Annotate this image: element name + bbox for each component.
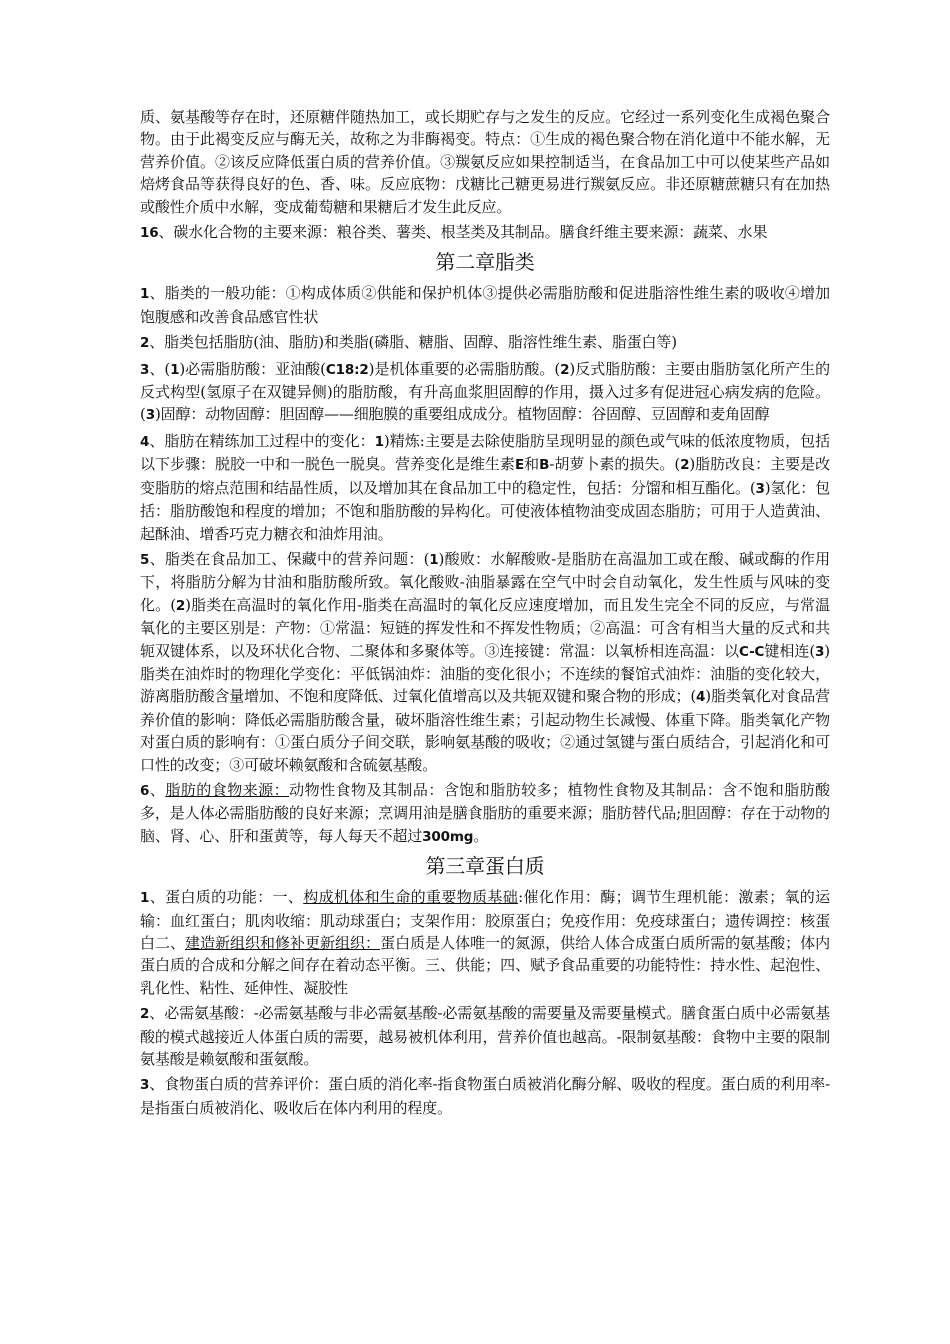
bold-number: 2 xyxy=(140,1006,150,1023)
bold-number: 16 xyxy=(140,225,159,242)
text-run: 、蛋白质的功能：一、 xyxy=(149,888,304,907)
paragraph xyxy=(140,886,830,999)
text-run: 质、氨基酸等存在时，还原糖伴随热加工，或长期贮存与之发生的反应。它经过一系列变化生成褐色聚合物。由于此褐变反应与酶无关，故称之为非酶褐变。特点：①生成的褐色聚合物在消化道中不能水解，无营养价值。②该反应降低蛋白质的营养价值。③羰氨反应如果控制适当，在食品加工中可以使某些产品如焙烤食品等获得良好的色、香、味。反应底物：戊糖比己糖更易进行羰氨反应。非还原糖蔗糖只有在加热或酸性介质中水解，变成葡萄糖和果糖后才发生此反应。 xyxy=(140,108,830,216)
bold-number: 2 xyxy=(175,597,186,614)
text-run: 、脂肪在精练加工过程中的变化： xyxy=(149,431,375,450)
text-run: 键相连( xyxy=(764,641,816,660)
text-run: 、碳水化合物的主要来源：粮谷类、薯类、根茎类及其制品。膳食纤维主要来源：蔬菜、水果 xyxy=(158,223,768,242)
paragraph xyxy=(140,1002,830,1070)
text-run: 、脂类包括脂肪(油、脂肪)和类脂(磷脂、糖脂、固醇、脂溶性维生素、脂蛋白等) xyxy=(149,333,677,352)
text-run: )固醇：动物固醇：胆固醇——细胞膜的重要组成成分。植物固醇：谷固醇、豆固醇和麦角固醇 xyxy=(154,405,770,424)
bold-number: 1 xyxy=(429,551,439,568)
bold-number: C-C xyxy=(739,643,765,660)
text-run: 、( xyxy=(149,359,171,378)
bold-number: 3 xyxy=(815,643,825,660)
text-run: )氢化：包括：脂肪酸饱和程度的增加；不饱和脂肪酸的异构化。可使液体植物油变成固态脂肪；可用于人造黄油、起酥油、增香巧克力糖衣和油炸用油。 xyxy=(140,478,830,543)
bold-number: 1 xyxy=(140,890,150,907)
paragraph xyxy=(140,106,830,218)
underlined-text: 脂肪的食物来源： xyxy=(165,780,290,799)
bold-number: 3 xyxy=(145,407,155,424)
bold-number: C18:2 xyxy=(325,361,369,378)
text-run: )脂类在高温时的氧化作用-脂类在高温时的氧化反应速度增加，而且发生完全不同的反应，与常温氧化的主要区别是：产物：①常温：短链的挥发性和不挥发性物质；②高温：可含有相当大量的反式和共轭双键体系，以及环状化合物、二聚体和多聚体等。③连接键：常温：以氧桥相连高温：以 xyxy=(140,595,831,660)
text-run: 、必需氨基酸：-必需氨基酸与非必需氨基酸-必需氨基酸的需要量及需要量模式。膳食蛋白质中必需氨基酸的模式越接近人体蛋白质的需要，越易被机体利用，营养价值也越高。-限制氨基酸：食物中主要的限制氨基酸是赖氨酸和蛋氨酸。 xyxy=(140,1004,830,1069)
bold-number: E xyxy=(514,457,525,474)
document-body xyxy=(140,106,830,1122)
text-run: 动物性食物及其制品：含饱和脂肪较多；植物性食物及其制品：含不饱和脂肪酸多，是人体必需脂肪酸的良好来源；烹调用油是膳食脂肪的重要来源；脂肪替代品;胆固醇：存在于动物的脑、肾、心、肝和蛋黄等，每人每天不超过 xyxy=(140,780,830,845)
bold-number: 1 xyxy=(374,433,384,450)
paragraph xyxy=(140,282,830,328)
bold-number: 1 xyxy=(170,361,180,378)
paragraph xyxy=(140,331,830,354)
text-run: 。 xyxy=(473,826,489,845)
bold-number: 3 xyxy=(755,480,765,497)
paragraph xyxy=(140,358,830,427)
text-run: 、食物蛋白质的营养评价：蛋白质的消化率-指食物蛋白质被消化酶分解、吸收的程度。蛋白质的利用率-是指蛋白质被消化、吸收后在体内利用的程度。 xyxy=(140,1075,830,1117)
bold-number: 2 xyxy=(140,335,150,352)
paragraph xyxy=(140,221,830,244)
bold-number: 2 xyxy=(560,361,570,378)
bold-number: 4 xyxy=(696,689,706,706)
bold-number: B xyxy=(539,457,550,474)
text-run: 第二章脂类 xyxy=(435,250,535,275)
text-run: )脂肪改良：主要是改变脂肪的熔点范围和结晶性质，以及增加其在食品加工中的稳定性，包括：分馏和相互酯化。( xyxy=(140,455,830,497)
text-run: 和 xyxy=(524,455,540,474)
bold-number: 6 xyxy=(140,782,150,799)
paragraph xyxy=(140,430,830,545)
text-run: -胡萝卜素的损失。( xyxy=(549,455,681,474)
text-run: )精炼:主要是去除使脂肪呈现明显的颜色或气味的低浓度物质，包括以下步骤：脱胶一中和一脱色一脱臭。营养变化是维生素 xyxy=(140,431,830,474)
paragraph xyxy=(140,779,830,848)
text-run: )脂类氧化对食品营养价值的影响：降低必需脂肪酸含量，破坏脂溶性维生素；引起动物生长减慢、体重下降。脂类氧化产物对蛋白质的影响有：①蛋白质分子间交联，影响氨基酸的吸收；②通过氢键与蛋白质结合，引起消化和可口性的改变；③可破坏赖氨酸和含硫氨基酸。 xyxy=(140,687,830,774)
bold-number: 5 xyxy=(140,551,150,568)
text-run: )酸败：水解酸败-是脂肪在高温加工或在酸、碱或酶的作用下，将脂肪分解为甘油和脂肪酸所致。氧化酸败-油脂暴露在空气中时会自动氧化，发生性质与风味的变化。( xyxy=(140,549,831,614)
text-run: )脂类在油炸时的物理化学变化：平低锅油炸：油脂的变化很小；不连续的餐馆式油炸：油脂的变化较大，游离脂肪酸含量增加、不饱和度降低、过氧化值增高以及共轭双键和聚合物的形成；( xyxy=(140,641,830,706)
underlined-text: 构成机体和生命的重要物质基础 xyxy=(303,888,519,907)
text-run: 、脂类的一般功能：①构成体质②供能和保护机体③提供必需脂肪酸和促进脂溶性维生素的吸收④增加饱腹感和改善食品感官性状 xyxy=(140,284,830,326)
paragraph xyxy=(140,1073,830,1119)
text-run: 第三章蛋白质 xyxy=(425,854,545,879)
bold-number: 3 xyxy=(140,361,150,378)
chapter-heading xyxy=(140,248,830,276)
text-run: )反式脂肪酸：主要由脂肪氢化所产生的反式构型(氢原子在双键异侧)的脂肪酸，有升高血浆胆固醇的作用，摄入过多有促进冠心病发病的危险。( xyxy=(140,359,830,424)
text-run: 、脂类在食品加工、保藏中的营养问题：( xyxy=(149,549,430,568)
text-run: )是机体重要的必需脂肪酸。( xyxy=(368,359,561,378)
text-run: 蛋白质是人体唯一的氮源，供给人体合成蛋白质所需的氨基酸；体内蛋白质的合成和分解之间存在着动态平衡。三、供能；四、赋予食品重要的功能特性：持水性、起泡性、乳化性、粘性、延伸性、凝胶性 xyxy=(140,934,830,997)
bold-number: 4 xyxy=(140,433,150,450)
bold-number: 2 xyxy=(680,457,690,474)
chapter-heading xyxy=(140,852,830,880)
bold-number: 1 xyxy=(140,286,150,303)
text-run: 、 xyxy=(149,780,166,799)
bold-number: 3 xyxy=(140,1077,150,1094)
text-run: )必需脂肪酸：亚油酸( xyxy=(179,359,326,378)
paragraph xyxy=(140,548,830,776)
underlined-text: 建造新组织和修补更新组织： xyxy=(185,934,381,952)
bold-number: 300mg xyxy=(422,828,474,845)
text-run: :催化作用：酶；调节生理机能：激素；氧的运输：血红蛋白；肌肉收缩：肌动球蛋白；支架作用：胶原蛋白；免疫作用：免疫球蛋白；遗传调控：核蛋白二、 xyxy=(140,888,830,952)
